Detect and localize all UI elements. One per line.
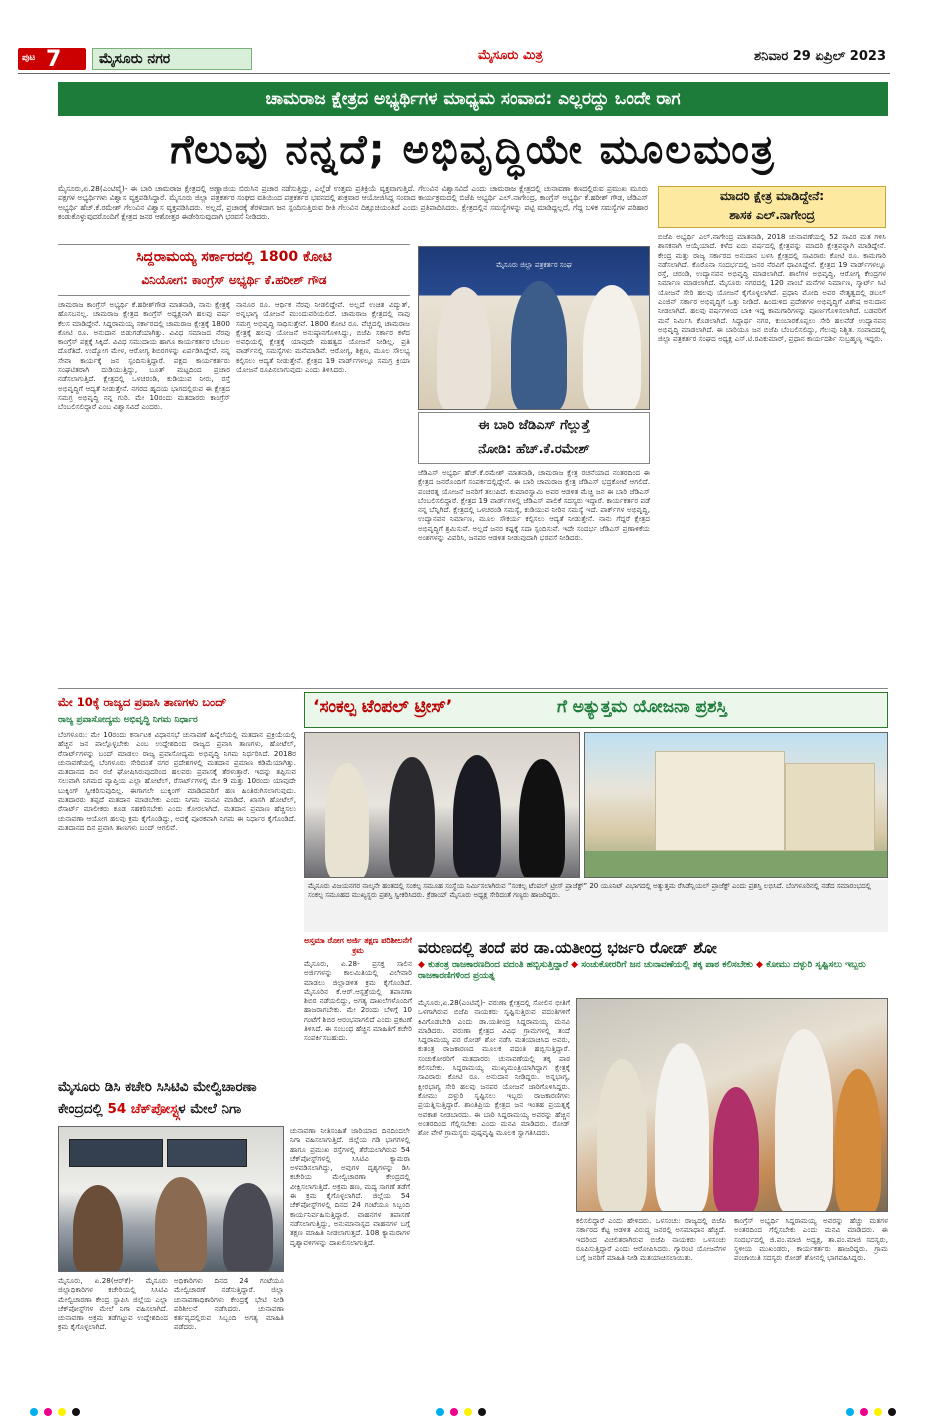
registration-dots-center — [436, 1408, 486, 1418]
roadshow-body: ಮೈಸೂರು,ಏ.28(ಎಂಟಿವೈ)- ವರುಣಾ ಕ್ಷೇತ್ರದಲ್ಲಿ ಸೋಲಿನ ಭೀತಿಗೆ ಒಳಗಾಗಿರುವ ಬಿಜೆಪಿ ನಾಯಕರು ಸೃಷ್ಟಿಸುತ್ತಿರುವ ವದಂತಿಗಳಿಗೆ ಕಿವಿಗೊಡಬೇಡಿ ಎಂದು ಡಾ.ಯತೀಂದ್ರ ಸಿದ್ದರಾಮಯ್ಯ ಮನವಿ ಮಾಡಿದರು. ವರುಣಾ ಕ್ಷೇತ್ರದ ವಿವಿಧ ಗ್ರಾಮಗಳಲ್ಲಿ ತಂದೆ ಸಿದ್ದರಾಮಯ್ಯ ಪರ ರೋಡ್ ಶೋ ನಡೆಸಿ ಮತಯಾಚಿಸಿದ ಅವರು, ಕುತಂತ್ರ ರಾಜಕಾರಣದ ಮೂಲಕ ವದಂತಿ ಹಬ್ಬಿಸುತ್ತಿದ್ದಾರೆ. ಸಂಚುಕೋರರಿಗೆ ಮತದಾರರು ಚುನಾವಣೆಯಲ್ಲಿ ತಕ್ಕ ಪಾಠ ಕಲಿಸಬೇಕು. ಸಿದ್ದರಾಮಯ್ಯ ಮುಖ್ಯಮಂತ್ರಿಯಾಗಿದ್ದಾಗ ಕ್ಷೇತ್ರಕ್ಕೆ ಸಾವಿರಾರು ಕೋಟಿ ರೂ. ಅನುದಾನ ನೀಡಿದ್ದರು. ಅನ್ನಭಾಗ್ಯ, ಕ್ಷೀರಭಾಗ್ಯ ಸೇರಿ ಹಲವು ಜನಪರ ಯೋಜನೆ ಜಾರಿಗೊಳಿಸಿದ್ದರು. ಕೋಮು ದಳ್ಳುರಿ ಸೃಷ್ಟಿಸಲು ಇಬ್ಬರು ರಾಜಕಾರಣಿಗಳು ಪ್ರಯತ್ನಿಸುತ್ತಿದ್ದಾರೆ. ಶಾಂತಿಪ್ರಿಯ ಕ್ಷೇತ್ರದ ಜನ ಇಂತಹ ಪ್ರಯತ್ನಕ್ಕೆ ಅವಕಾಶ ನೀಡಬಾರದು. ಈ ಬಾರಿ ಸಿದ್ದರಾಮಯ್ಯ ಅವರನ್ನು ಹೆಚ್ಚಿನ ಅಂತರದಿಂದ ಗೆಲ್ಲಿಸಬೇಕು ಎಂದು ಮನವಿ ಮಾಡಿದರು. ರೋಡ್ ಶೋ ವೇಳೆ ಗ್ರಾಮಸ್ಥರು ಪುಷ್ಪವೃಷ್ಟಿ ಮೂಲಕ ಸ್ವಾಗತಿಸಿದರು. — [418, 998, 570, 1138]
roadshow-bullets — [418, 960, 888, 994]
section-name: ಮೈಸೂರು ನಗರ — [92, 48, 252, 70]
magenta-dot — [860, 1408, 868, 1416]
photo-banner-text: ಮೈಸೂರು ಜಿಲ್ಲಾ ಪತ್ರಕರ್ತರ ಸಂಘ — [496, 261, 572, 269]
cyan-dot — [436, 1408, 444, 1416]
cctv-body-mid: ಅಧಿಕಾರಿಗಳು ದಿನದ 24 ಗಂಟೆಯೂ ಮೇಲ್ವಿಚಾರಣೆ ನಡೆಸುತ್ತಿದ್ದಾರೆ. ಜಿಲ್ಲಾ ಚುನಾವಣಾಧಿಕಾರಿಗಳು ಕೇಂದ್ರಕ್ಕೆ ಭೇಟಿ ನೀಡಿ ಪರಿಶೀಲನೆ ನಡೆಸಿದರು. ಚುನಾವಣಾ ಕರ್ತವ್ಯದಲ್ಲಿರುವ ಸಿಬ್ಬಂದಿ ಅಗತ್ಯ ಮಾಹಿತಿ ಪಡೆದರು. — [174, 1276, 284, 1332]
jds-body: ಜೆಡಿಎಸ್ ಅಭ್ಯರ್ಥಿ ಹೆಚ್.ಕೆ.ರಮೇಶ್ ಮಾತನಾಡಿ, ಚಾಮರಾಜ ಕ್ಷೇತ್ರ ರಚನೆಯಾದ ನಂತರದಿಂದ ಈ ಕ್ಷೇತ್ರದ ಜನರೊಂದಿಗೆ ಸಂಪರ್ಕದಲ್ಲಿದ್ದೇನೆ. ಈ ಬಾರಿ ಚಾಮರಾಜ ಕ್ಷೇತ್ರ ಜೆಡಿಎಸ್ ಭದ್ರಕೋಟೆ ಆಗಲಿದೆ. ಪಂಚರತ್ನ ಯೋಜನೆ ಜನರಿಗೆ ತಲುಪಿದೆ. ಕುಮಾರಸ್ವಾಮಿ ಅವರ ಆಡಳಿತ ಮೆಚ್ಚಿ ಜನ ಈ ಬಾರಿ ಜೆಡಿಎಸ್ ಬೆಂಬಲಿಸಲಿದ್ದಾರೆ. ಕ್ಷೇತ್ರದ 19 ವಾರ್ಡ್‌ಗಳಲ್ಲಿ ಜೆಡಿಎಸ್ ಪಾಲಿಕೆ ಸದಸ್ಯರು ಇದ್ದಾರೆ. ಕಾರ್ಯಕರ್ತರ ಪಡೆ ನನ್ನ ಬೆನ್ನಿಗಿದೆ. ಕ್ಷೇತ್ರದಲ್ಲಿ ಒಳಚರಂಡಿ ಸಮಸ್ಯೆ, ಕುಡಿಯುವ ನೀರಿನ ಸಮಸ್ಯೆ ಇದೆ. ಪಾರ್ಕ್‌ಗಳ ಅಭಿವೃದ್ಧಿ, ಉದ್ಯಾನವನ ನಿರ್ಮಾಣ, ಮೂಲ ಸೌಕರ್ಯ ಕಲ್ಪಿಸಲು ಆದ್ಯತೆ ನೀಡುತ್ತೇನೆ. ನಾನು ಗೆದ್ದರೆ ಕ್ಷೇತ್ರದ ಅಭಿವೃದ್ಧಿಗೆ ಶ್ರಮಿಸುವೆ. ಅಲ್ಲದೆ ಜನರ ಕಷ್ಟಕ್ಕೆ ಸದಾ ಸ್ಪಂದಿಸುವೆ. ಇದೇ ಸಂದರ್ಭ ಜೆಡಿಎಸ್ ಪ್ರಣಾಳಿಕೆಯ ಅಂಶಗಳನ್ನು ವಿವರಿಸಿ, ಜನಪರ ಆಡಳಿತ ನೀಡುವುದಾಗಿ ಭರವಸೆ ನೀಡಿದರು. — [418, 468, 650, 543]
lead-headline: ಗೆಲುವು ನನ್ನದೆ; ಅಭಿವೃದ್ಧಿಯೇ ಮೂಲಮಂತ್ರ — [170, 127, 776, 173]
page-label: ಪುಟ — [22, 53, 36, 63]
yellow-dot — [58, 1408, 66, 1416]
page-badge — [18, 48, 86, 70]
building-wing — [785, 763, 875, 851]
page-header — [18, 46, 890, 74]
award-person-3 — [453, 755, 501, 878]
jds-headline-line1: ಈ ಬಾರಿ ಜೆಡಿಎಸ್ ಗೆಲ್ಲುತ್ತೆ — [478, 418, 590, 433]
cyan-dot — [846, 1408, 854, 1416]
grievance-headline: ಅಸ್ತಮಾ ರೋಗ ಅರ್ಜಿ ತಕ್ಷಣ ಪರಿಶೀಲನೆಗೆ ಕ್ರಮ — [304, 936, 412, 955]
cyan-dot — [30, 1408, 38, 1416]
operator-figure-1 — [73, 1185, 123, 1272]
nagendra-box-line2: ಶಾಸಕ ಎಲ್.ನಾಗೇಂದ್ರ — [729, 208, 815, 222]
roadshow-bullet-2: ಸಂಚುಕೋರರಿಗೆ ಜನ ಚುನಾವಣೆಯಲ್ಲಿ ತಕ್ಕ ಪಾಠ ಕಲಿಸಬೇಕು — [581, 960, 753, 970]
siddaramaiah-headline — [58, 244, 410, 296]
jds-headline — [418, 412, 650, 464]
bullet-icon: ◆ — [756, 960, 763, 970]
roadshow-figure-5 — [835, 1069, 881, 1212]
operator-figure-3 — [223, 1183, 273, 1272]
sankalp-headline — [304, 692, 888, 728]
roadshow-figure-4 — [775, 1029, 833, 1212]
siddaramaiah-headline-line1: ಸಿದ್ದರಾಮಯ್ಯ ಸರ್ಕಾರದಲ್ಲಿ 1800 ಕೋಟಿ — [136, 249, 332, 265]
grievance-body: ಮೈಸೂರು, ಏ.28- ಪ್ರಸಕ್ತ ಸಾಲಿನ ಅರ್ಜಿಗಳನ್ನು ಕಾಲಮಿತಿಯಲ್ಲಿ ವಿಲೇವಾರಿ ಮಾಡಲು ಜಿಲ್ಲಾಡಳಿತ ಕ್ರಮ ಕೈಗೊಂಡಿದೆ. ಮೈಸೂರಿನ ಕೆ.ಆರ್.ಆಸ್ಪತ್ರೆಯಲ್ಲಿ ತಪಾಸಣಾ ಶಿಬಿರ ನಡೆಯಲಿದ್ದು, ಅಗತ್ಯ ದಾಖಲೆಗಳೊಂದಿಗೆ ಹಾಜರಾಗಬೇಕು. ಮೇ 2ರಂದು ಬೆಳಿಗ್ಗೆ 10 ಗಂಟೆಗೆ ಶಿಬಿರ ಆರಂಭವಾಗಲಿದೆ ಎಂದು ಪ್ರಕಟಣೆ ತಿಳಿಸಿದೆ. ಈ ಸಂಬಂಧ ಹೆಚ್ಚಿನ ಮಾಹಿತಿಗೆ ಕಚೇರಿ ಸಂಪರ್ಕಿಸಬಹುದು. — [304, 959, 412, 1043]
candidate-figure-left — [437, 287, 491, 410]
cctv-body-left: ಮೈಸೂರು, ಏ.28(ಆರ್‌ಕೆ)- ಮೈಸೂರು ಜಿಲ್ಲಾಧಿಕಾರಿಗಳ ಕಚೇರಿಯಲ್ಲಿ ಸಿಸಿಟಿವಿ ಮೇಲ್ವಿಚಾರಣಾ ಕೇಂದ್ರ ಸ್ಥಾಪಿಸಿ ಜಿಲ್ಲೆಯ ಎಲ್ಲಾ ಚೆಕ್‌ಪೋಸ್ಟ್‌ಗಳ ಮೇಲೆ ನಿಗಾ ವಹಿಸಲಾಗಿದೆ. ಚುನಾವಣಾ ಅಕ್ರಮ ತಡೆಗಟ್ಟುವ ಉದ್ದೇಶದಿಂದ ಕ್ರಮ ಕೈಗೊಳ್ಳಲಾಗಿದೆ. — [58, 1276, 168, 1332]
nagendra-box — [658, 186, 886, 228]
building-lawn — [585, 851, 888, 878]
magenta-dot — [44, 1408, 52, 1416]
black-dot — [888, 1408, 896, 1416]
siddaramaiah-col2: ನಾನೂರ ರೂ. ಆರ್ಥಿಕ ನೆರವು ನೀಡಲಿದ್ದೇವೆ. ಅಲ್ಲದೆ ಉಚಿತ ವಿದ್ಯುತ್, ಅನ್ನಭಾಗ್ಯ ಯೋಜನೆ ಮುಂದುವರಿಯಲಿದೆ. ಚಾಮರಾಜ ಕ್ಷೇತ್ರದಲ್ಲಿ ನಾವು ಸಮಗ್ರ ಅಭಿವೃದ್ಧಿ ಸಾಧಿಸುತ್ತೇವೆ. 1800 ಕೋಟಿ ರೂ. ವೆಚ್ಚದಲ್ಲಿ ಚಾಮರಾಜ ಕ್ಷೇತ್ರಕ್ಕೆ ಹಲವು ಯೋಜನೆ ಅನುಷ್ಠಾನಗೊಳಿಸಿದ್ದು, ಬಿಜೆಪಿ ಸರ್ಕಾರ ಕಳೆದ ಅವಧಿಯಲ್ಲಿ ಕ್ಷೇತ್ರಕ್ಕೆ ಯಾವುದೇ ಮಹತ್ವದ ಯೋಜನೆ ನೀಡಿಲ್ಲ. ಪ್ರತಿ ವಾರ್ಡ್‌ನಲ್ಲಿ ಸಮಸ್ಯೆಗಳು ಮನೆಮಾಡಿವೆ. ಆರೋಗ್ಯ, ಶಿಕ್ಷಣ, ಮೂಲ ಸೌಲಭ್ಯ ಕಲ್ಪಿಸಲು ಆದ್ಯತೆ ನೀಡುತ್ತೇನೆ. ಕ್ಷೇತ್ರದ 19 ವಾರ್ಡ್‌ಗಳಲ್ಲೂ ಸಮಗ್ರ ಕ್ರಿಯಾ ಯೋಜನೆ ರೂಪಿಸಲಾಗುವುದು ಎಂದು ತಿಳಿಸಿದರು. — [236, 300, 410, 375]
roadshow-bullet-3: ಕೋಮು ದಳ್ಳುರಿ ಸೃಷ್ಟಿಸಲು ಇಬ್ಬರು ರಾಜಕಾರಣಿಗಳಿಂದ ಪ್ರಯತ್ನ — [418, 960, 866, 981]
award-person-4 — [519, 759, 565, 878]
candidate-figure-center — [511, 281, 567, 410]
roadshow-photo — [576, 998, 888, 1212]
sankalp-headline-part2: ಗೆ ಅತ್ಯುತ್ತಮ ಯೋಜನಾ ಪ್ರಶಸ್ತಿ — [557, 697, 727, 717]
registration-dots-left — [30, 1408, 80, 1418]
sankalp-headline-part1: ‘ಸಂಕಲ್ಪ ಟೆಂಪಲ್ ಟ್ರೀಸ್’ — [313, 697, 453, 717]
bullet-icon: ◆ — [418, 960, 425, 970]
monitor-screen-1 — [69, 1139, 163, 1167]
roadshow-bullet-1: ಕುತಂತ್ರ ರಾಜಕಾರಣದಿಂದ ವದಂತಿ ಹಬ್ಬಿಸುತ್ತಿದ್ದಾರೆ — [428, 960, 569, 970]
bullet-icon: ◆ — [571, 960, 579, 970]
cctv-headline-highlight: 54 ಚೆಕ್‌ಪೋಸ್ಟ್ — [107, 1101, 179, 1117]
paper-name: ಮೈಸೂರು ಮಿತ್ರ — [478, 48, 543, 63]
roadshow-figure-2 — [655, 1043, 709, 1212]
nagendra-body: ಬಿಜೆಪಿ ಅಭ್ಯರ್ಥಿ ಎಲ್.ನಾಗೇಂದ್ರ ಮಾತನಾಡಿ, 2018 ಚುನಾವಣೆಯಲ್ಲಿ 52 ಸಾವಿರ ಮತ ಗಳಿಸಿ ಶಾಸಕನಾಗಿ ಆಯ್ಕೆಯಾದೆ. ಕಳೆದ ಐದು ವರ್ಷದಲ್ಲಿ ಕ್ಷೇತ್ರವನ್ನು ಮಾದರಿ ಕ್ಷೇತ್ರವನ್ನಾಗಿ ಮಾಡಿದ್ದೇನೆ. ಕೇಂದ್ರ ಮತ್ತು ರಾಜ್ಯ ಸರ್ಕಾರದ ಅನುದಾನ ಬಳಸಿ ಕ್ಷೇತ್ರದಲ್ಲಿ ಸಾವಿರಾರು ಕೋಟಿ ರೂ. ಕಾಮಗಾರಿ ನಡೆಸಲಾಗಿದೆ. ಕೊರೊನಾ ಸಂದರ್ಭದಲ್ಲಿ ಜನರ ನೆರವಿಗೆ ಧಾವಿಸಿದ್ದೇನೆ. ಕ್ಷೇತ್ರದ 19 ವಾರ್ಡ್‌ಗಳಲ್ಲೂ ರಸ್ತೆ, ಚರಂಡಿ, ಉದ್ಯಾನವನ ಅಭಿವೃದ್ಧಿ ಮಾಡಲಾಗಿದೆ. ಶಾಲೆಗಳ ಅಭಿವೃದ್ಧಿ, ಆರೋಗ್ಯ ಕೇಂದ್ರಗಳ ನಿರ್ಮಾಣ ಮಾಡಲಾಗಿದೆ. ಮೈಸೂರು ನಗರದಲ್ಲಿ 120 ವಾಂಬೆ ಮನೆಗಳ ನಿರ್ಮಾಣ, ಸ್ಮಾರ್ಟ್ ಸಿಟಿ ಯೋಜನೆ ಸೇರಿ ಹಲವು ಯೋಜನೆ ಕೈಗೊಳ್ಳಲಾಗಿದೆ. ಪ್ರಧಾನಿ ಮೋದಿ ಅವರ ನೇತೃತ್ವದಲ್ಲಿ ಡಬಲ್ ಎಂಜಿನ್ ಸರ್ಕಾರ ಅಭಿವೃದ್ಧಿಗೆ ಒತ್ತು ನೀಡಿದೆ. ಹಿಂದುಳಿದ ಪ್ರದೇಶಗಳ ಅಭಿವೃದ್ಧಿಗೆ ವಿಶೇಷ ಅನುದಾನ ನೀಡಲಾಗಿದೆ. ಹಲವು ವರ್ಷಗಳಿಂದ ಬಾಕಿ ಇದ್ದ ಕಾಮಗಾರಿಗಳನ್ನು ಪೂರ್ಣಗೊಳಿಸಲಾಗಿದೆ. ಬಡವರಿಗೆ ಮನೆ ನಿರ್ಮಿಸಿ ಕೊಡಲಾಗಿದೆ. ಸಿದ್ದಾರ್ಥ ನಗರ, ಕುಂಬಾರಕೊಪ್ಪಲು ಸೇರಿ ಹಲವೆಡೆ ಉದ್ಯಾನವನ ಅಭಿವೃದ್ಧಿ ಮಾಡಲಾಗಿದೆ. ಈ ಬಾರಿಯೂ ಜನ ಬಿಜೆಪಿ ಬೆಂಬಲಿಸಲಿದ್ದು, ಗೆಲುವು ನಿಶ್ಚಿತ. ಸಂವಾದದಲ್ಲಿ ಜಿಲ್ಲಾ ಪತ್ರಕರ್ತರ ಸಂಘದ ಅಧ್ಯಕ್ಷ ಎಸ್.ಟಿ.ರವಿಕುಮಾರ್, ಪ್ರಧಾನ ಕಾರ್ಯದರ್ಶಿ ಸುಬ್ರಹ್ಮಣ್ಯ ಇದ್ದರು. — [658, 232, 886, 344]
building-photo — [584, 732, 888, 878]
registration-dots-right — [846, 1408, 896, 1418]
building-tower — [655, 751, 785, 851]
black-dot — [72, 1408, 80, 1416]
roadshow-col-mid: ಕಲಿಸಲಿದ್ದಾರೆ ಎಂದು ಹೇಳಿದರು. ಒಳಸಂಚು: ರಾಜ್ಯದಲ್ಲಿ ಬಿಜೆಪಿ ಸರ್ಕಾರದ ಕೆಟ್ಟ ಆಡಳಿತ ವಿರುದ್ಧ ಜನರಲ್ಲಿ ಅಸಮಾಧಾನ ಹೆಚ್ಚಿದೆ. ಇದರಿಂದ ವಿಚಲಿತರಾಗಿರುವ ಬಿಜೆಪಿ ನಾಯಕರು ಒಳಸಂಚು ರೂಪಿಸುತ್ತಿದ್ದಾರೆ ಎಂದು ಆರೋಪಿಸಿದರು. ಗ್ಯಾರಂಟಿ ಯೋಜನೆಗಳ ಬಗ್ಗೆ ಜನರಿಗೆ ಮಾಹಿತಿ ನೀಡಿ ಮತಯಾಚಿಸಲಾಯಿತು. — [576, 1216, 726, 1263]
page-number: 7 — [46, 47, 62, 72]
cctv-headline — [58, 1076, 410, 1122]
roadshow-headline: ವರುಣದಲ್ಲಿ ತಂದೆ ಪರ ಡಾ.ಯತೀಂದ್ರ ಭರ್ಜರಿ ರೋಡ್ ಶೋ — [418, 939, 717, 957]
roadshow-figure-1 — [597, 1059, 647, 1212]
grievance-story — [304, 936, 412, 1072]
roadshow-col-right: ಕಾಂಗ್ರೆಸ್ ಅಭ್ಯರ್ಥಿ ಸಿದ್ದರಾಮಯ್ಯ ಅವರನ್ನು ಹೆಚ್ಚು ಮತಗಳ ಅಂತರದಿಂದ ಗೆಲ್ಲಿಸಬೇಕು ಎಂದು ಮನವಿ ಮಾಡಿದರು. ಈ ಸಂದರ್ಭದಲ್ಲಿ ಜಿ.ಪಂ.ಮಾಜಿ ಅಧ್ಯಕ್ಷ, ತಾ.ಪಂ.ಮಾಜಿ ಸದಸ್ಯರು, ಸ್ಥಳೀಯ ಮುಖಂಡರು, ಕಾರ್ಯಕರ್ತರು ಹಾಜರಿದ್ದರು. ಗ್ರಾಮ ಪಂಚಾಯಿತಿ ಸದಸ್ಯರು ರೋಡ್ ಶೋನಲ್ಲಿ ಭಾಗವಹಿಸಿದ್ದರು. — [734, 1216, 888, 1263]
monitor-screen-2 — [167, 1139, 247, 1167]
siddaramaiah-headline-line2: ವಿನಿಯೋಗ: ಕಾಂಗ್ರೆಸ್ ಅಭ್ಯರ್ಥಿ ಕೆ.ಹರೀಶ್ ಗೌಡ — [141, 273, 327, 287]
tourism-headline: ಮೇ 10ಕ್ಕೆ ರಾಜ್ಯದ ಪ್ರವಾಸಿ ತಾಣಗಳು ಬಂದ್ — [58, 695, 227, 709]
magenta-dot — [450, 1408, 458, 1416]
candidates-photo — [418, 246, 650, 410]
sankalp-caption: ಮೈಸೂರು ವಿಜಯನಗರ ನಾಲ್ಕನೇ ಹಂತದಲ್ಲಿ ಸಂಕಲ್ಪ ಸಮೂಹ ಸಂಸ್ಥೆಯ ನಿರ್ಮಿಸಲಾಗಿರುವ “ಸಂಕಲ್ಪ ಟೆಂಪಲ್ ಟ್ರೀಸ್ ಪ್ರಾಜೆಕ್ಟ್” 20 ಯೂನಿಟ್ ವಿಭಾಗದಲ್ಲಿ ಅತ್ಯುತ್ತಮ ರೆಸಿಡೆನ್ಷಿಯಲ್ ಪ್ರಾಜೆಕ್ಟ್ ಎಂದು ಪ್ರಶಸ್ತಿ ಲಭಿಸಿದೆ. ಬೆಂಗಳೂರಿನಲ್ಲಿ ನಡೆದ ಸಮಾರಂಭದಲ್ಲಿ ಸಂಕಲ್ಪ ಸಮೂಹದ ಮುಖ್ಯಸ್ಥರು ಪ್ರಶಸ್ತಿ ಸ್ವೀಕರಿಸಿದರು. ಕ್ರೆಡಾಯ್ ಮೈಸೂರು ಅಧ್ಯಕ್ಷ ಸೇರಿದಂತೆ ಗಣ್ಯರು ಹಾಜರಿದ್ದರು. — [304, 880, 888, 932]
cctv-photo — [58, 1126, 284, 1272]
nagendra-box-line1: ಮಾದರಿ ಕ್ಷೇತ್ರ ಮಾಡಿದ್ದೇನೆ: — [719, 189, 825, 203]
award-photo — [304, 732, 580, 878]
lead-kicker: ಚಾಮರಾಜ ಕ್ಷೇತ್ರದ ಅಭ್ಯರ್ಥಿಗಳ ಮಾಧ್ಯಮ ಸಂವಾದ: ಎಲ್ಲರದ್ದು ಒಂದೇ ರಾಗ — [58, 82, 888, 116]
yellow-dot — [464, 1408, 472, 1416]
cctv-headline-suffix: ಗಳ ಮೇಲೆ ನಿಗಾ — [178, 1101, 242, 1117]
operator-figure-2 — [155, 1177, 207, 1272]
jds-headline-line2: ನೋಡಿ: ಹೆಚ್.ಕೆ.ರಮೇಶ್ — [478, 442, 590, 457]
tourism-body: ಬೆಂಗಳೂರು: ಮೇ 10ರಂದು ಕರ್ನಾಟಕ ವಿಧಾನಸಭೆ ಚುನಾವಣೆ ಹಿನ್ನೆಲೆಯಲ್ಲಿ ಮತದಾನ ಪ್ರಕ್ರಿಯೆಯಲ್ಲಿ ಹೆಚ್ಚಿನ ಜನ ಪಾಲ್ಗೊಳ್ಳಬೇಕು ಎಂಬ ಉದ್ದೇಶದಿಂದ ರಾಜ್ಯದ ಪ್ರವಾಸಿ ತಾಣಗಳು, ಹೋಟೆಲ್, ರೆಸಾರ್ಟ್‌ಗಳನ್ನು ಬಂದ್ ಮಾಡಲು ರಾಜ್ಯ ಪ್ರವಾಸೋದ್ಯಮ ಅಭಿವೃದ್ಧಿ ನಿಗಮ ನಿರ್ಧರಿಸಿದೆ. 2018ರ ಚುನಾವಣೆಯಲ್ಲಿ ಬೆಂಗಳೂರು ಸೇರಿದಂತೆ ನಗರ ಪ್ರದೇಶಗಳಲ್ಲಿ ಮತದಾನ ಪ್ರಮಾಣ ಕಡಿಮೆಯಾಗಿತ್ತು. ಮತದಾನದ ದಿನ ರಜೆ ಘೋಷಿಸಿರುವುದರಿಂದ ಹಲವರು ಪ್ರವಾಸಕ್ಕೆ ತೆರಳುತ್ತಾರೆ. ಇದನ್ನು ತಪ್ಪಿಸುವ ಸಲುವಾಗಿ ನಿಗಮದ ವ್ಯಾಪ್ತಿಯ ಎಲ್ಲಾ ಹೋಟೆಲ್, ರೆಸಾರ್ಟ್‌ಗಳಲ್ಲಿ ಮೇ 9 ಮತ್ತು 10ರಂದು ಯಾವುದೇ ಬುಕ್ಕಿಂಗ್ ಸ್ವೀಕರಿಸುವುದಿಲ್ಲ. ಈಗಾಗಲೇ ಬುಕ್ಕಿಂಗ್ ಮಾಡಿದವರಿಗೆ ಹಣ ಹಿಂತಿರುಗಿಸಲಾಗುವುದು. ಮತದಾರರು ತಪ್ಪದೆ ಮತದಾನ ಮಾಡಬೇಕು ಎಂದು ನಿಗಮ ಮನವಿ ಮಾಡಿದೆ. ಖಾಸಗಿ ಹೋಟೆಲ್, ರೆಸಾರ್ಟ್ ಮಾಲೀಕರು ಕೂಡ ಸಹಕರಿಸಬೇಕು ಎಂದು ಕೋರಲಾಗಿದೆ. ಮತದಾನ ಪ್ರಮಾಣ ಹೆಚ್ಚಿಸಲು ಚುನಾವಣಾ ಆಯೋಗ ಹಲವು ಕ್ರಮ ಕೈಗೊಂಡಿದ್ದು, ಅದಕ್ಕೆ ಪೂರಕವಾಗಿ ನಿಗಮ ಈ ನಿರ್ಧಾರ ಕೈಗೊಂಡಿದೆ. ಮತದಾನದ ದಿನ ಪ್ರವಾಸಿ ತಾಣಗಳು ಬಂದ್ ಆಗಲಿವೆ. — [58, 730, 296, 832]
cctv-body-right: ಚುನಾವಣಾ ನೀತಿಸಂಹಿತೆ ಜಾರಿಯಾದ ದಿನದಿಂದಲೇ ನಿಗಾ ವಹಿಸಲಾಗುತ್ತಿದೆ. ಜಿಲ್ಲೆಯ ಗಡಿ ಭಾಗಗಳಲ್ಲಿ ಹಾಗೂ ಪ್ರಮುಖ ರಸ್ತೆಗಳಲ್ಲಿ ತೆರೆಯಲಾಗಿರುವ 54 ಚೆಕ್‌ಪೋಸ್ಟ್‌ಗಳಲ್ಲಿ ಸಿಸಿಟಿವಿ ಕ್ಯಾಮರಾ ಅಳವಡಿಸಲಾಗಿದ್ದು, ಅವುಗಳ ದೃಶ್ಯಗಳನ್ನು ಡಿಸಿ ಕಚೇರಿಯ ಮೇಲ್ವಿಚಾರಣಾ ಕೇಂದ್ರದಲ್ಲಿ ವೀಕ್ಷಿಸಲಾಗುತ್ತಿದೆ. ಅಕ್ರಮ ಹಣ, ಮದ್ಯ ಸಾಗಣೆ ತಡೆಗೆ ಈ ಕ್ರಮ ಕೈಗೊಳ್ಳಲಾಗಿದೆ. ಜಿಲ್ಲೆಯ 54 ಚೆಕ್‌ಪೋಸ್ಟ್‌ಗಳಲ್ಲಿ ದಿನದ 24 ಗಂಟೆಯೂ ಸಿಬ್ಬಂದಿ ಕಾರ್ಯನಿರ್ವಹಿಸುತ್ತಿದ್ದಾರೆ. ವಾಹನಗಳ ತಪಾಸಣೆ ನಡೆಸಲಾಗುತ್ತಿದ್ದು, ಅನುಮಾನಾಸ್ಪದ ವಾಹನಗಳ ಬಗ್ಗೆ ತಕ್ಷಣ ಮಾಹಿತಿ ನೀಡಲಾಗುತ್ತದೆ. 108 ಕ್ಯಾಮರಾಗಳ ದೃಶ್ಯಾವಳಿಗಳನ್ನು ದಾಖಲಿಸಲಾಗುತ್ತಿದೆ. — [290, 1126, 410, 1247]
tourism-subhead: ರಾಜ್ಯ ಪ್ರವಾಸೋದ್ಯಮ ಅಭಿವೃದ್ಧಿ ನಿಗಮ ನಿರ್ಧಾರ — [58, 715, 198, 725]
black-dot — [478, 1408, 486, 1416]
award-person-1 — [325, 763, 369, 878]
siddaramaiah-col1: ಚಾಮರಾಜ ಕಾಂಗ್ರೆಸ್ ಅಭ್ಯರ್ಥಿ ಕೆ.ಹರೀಶ್‌ಗೌಡ ಮಾತನಾಡಿ, ನಾನು ಕ್ಷೇತ್ರಕ್ಕೆ ಹೊಸಬನಲ್ಲ. ಚಾಮರಾಜ ಕ್ಷೇತ್ರದ ಕಾಂಗ್ರೆಸ್ ಅಧ್ಯಕ್ಷನಾಗಿ ಹಲವು ವರ್ಷ ಕೆಲಸ ಮಾಡಿದ್ದೇನೆ. ಸಿದ್ದರಾಮಯ್ಯ ಸರ್ಕಾರದಲ್ಲಿ ಚಾಮರಾಜ ಕ್ಷೇತ್ರಕ್ಕೆ 1800 ಕೋಟಿ ರೂ. ಅನುದಾನ ಬಿಡುಗಡೆಯಾಗಿತ್ತು. ವಿವಿಧ ಸಮಾಜದ ನೆರವು ಕಾಂಗ್ರೆಸ್ ಪಕ್ಷಕ್ಕೆ ಸಿಕ್ಕಿದೆ. ವಿವಿಧ ಸಮುದಾಯ ಹಾಗೂ ಕಾರ್ಯಕರ್ತರ ಬೆಂಬಲ ದೊರೆತಿದೆ. ಉದ್ಯೋಗ ಮೇಳ, ಆರೋಗ್ಯ ಶಿಬಿರಗಳನ್ನು ಏರ್ಪಡಿಸಿದ್ದೇವೆ. ನನ್ನ ಸೇವಾ ಕಾರ್ಯಕ್ಕೆ ಜನ ಸ್ಪಂದಿಸುತ್ತಿದ್ದಾರೆ. ಪಕ್ಷದ ಕಾರ್ಯಕರ್ತರು ಸಂಘಟಿತರಾಗಿ ದುಡಿಯುತ್ತಿದ್ದು, ಬೂತ್ ಮಟ್ಟದಿಂದ ಪ್ರಚಾರ ನಡೆಸಲಾಗುತ್ತಿದೆ. ಕ್ಷೇತ್ರದಲ್ಲಿ ಒಳಚರಂಡಿ, ಕುಡಿಯುವ ನೀರು, ರಸ್ತೆ ಅಭಿವೃದ್ಧಿಗೆ ಆದ್ಯತೆ ನೀಡುತ್ತೇನೆ. ನಗರದ ಹೃದಯ ಭಾಗದಲ್ಲಿರುವ ಈ ಕ್ಷೇತ್ರದ ಸಮಗ್ರ ಅಭಿವೃದ್ಧಿ ನನ್ನ ಗುರಿ. ಮೇ 10ರಂದು ಮತದಾರರು ಕಾಂಗ್ರೆಸ್ ಬೆಂಬಲಿಸಲಿದ್ದಾರೆ ಎಂಬ ವಿಶ್ವಾಸವಿದೆ ಎಂದರು. — [58, 300, 230, 412]
lead-intro: ಮೈಸೂರು,ಏ.28(ಎಂಟಿವೈ)- ಈ ಬಾರಿ ಚಾಮರಾಜ ಕ್ಷೇತ್ರದಲ್ಲಿ ಅಣ್ಣಾಜಿಯ ಬಿರುಸಿನ ಪ್ರಚಾರ ನಡೆಸುತ್ತಿದ್ದು, ಎಲ್ಲೆಡೆ ಉತ್ತಮ ಪ್ರತಿಕ್ರಿಯೆ ವ್ಯಕ್ತವಾಗುತ್ತಿದೆ. ಗೆಲುವಿನ ವಿಶ್ವಾಸವಿದೆ ಎಂದು ಚಾಮರಾಜ ಕ್ಷೇತ್ರದಲ್ಲಿ ಚುನಾವಣಾ ಕಣದಲ್ಲಿರುವ ಪ್ರಮುಖ ಮೂರು ಪಕ್ಷಗಳ ಅಭ್ಯರ್ಥಿಗಳು ವಿಶ್ವಾಸ ವ್ಯಕ್ತಪಡಿಸಿದ್ದಾರೆ. ಮೈಸೂರು ಜಿಲ್ಲಾ ಪತ್ರಕರ್ತರ ಸಂಘದ ವತಿಯಿಂದ ಪತ್ರಕರ್ತರ ಭವನದಲ್ಲಿ ಶುಕ್ರವಾರ ಆಯೋಜಿಸಿದ್ದ ಸಂವಾದ ಕಾರ್ಯಕ್ರಮದಲ್ಲಿ ಬಿಜೆಪಿ ಅಭ್ಯರ್ಥಿ ಎಲ್.ನಾಗೇಂದ್ರ, ಕಾಂಗ್ರೆಸ್ ಅಭ್ಯರ್ಥಿ ಕೆ.ಹರೀಶ್ ಗೌಡ, ಜೆಡಿಎಸ್ ಅಭ್ಯರ್ಥಿ ಹೆಚ್.ಕೆ.ರಮೇಶ್ ಗೆಲುವಿನ ವಿಶ್ವಾಸ ವ್ಯಕ್ತಪಡಿಸಿದರು. ಅಲ್ಲದೆ, ಪ್ರಚಾರಕ್ಕೆ ತೆರಳಿದಾಗ ಜನ ಸ್ಪಂದಿಸುತ್ತಿರುವ ರೀತಿ ಗೆಲುವಿನ ದಿಕ್ಸೂಚಿಯಂತಿದೆ ಎಂದು ಪ್ರತಿಪಾದಿಸಿದರು. ಕ್ಷೇತ್ರದಲ್ಲಿನ ಸಮಸ್ಯೆಗಳನ್ನು ಪಟ್ಟಿ ಮಾಡಿದ್ದಲ್ಲದೆ, ಗೆದ್ದ ಬಳಿಕ ಸಮಸ್ಯೆಗಳ ಪರಿಹಾರ ಕಂಡುಕೊಳ್ಳುವುದರೊಂದಿಗೆ ಕ್ಷೇತ್ರದ ಜನರ ಆಶೋತ್ತರ ಈಡೇರಿಸುವುದಾಗಿ ಭರವಸೆ ನೀಡಿದರು. — [58, 184, 648, 221]
cctv-headline-prefix: ಕೇಂದ್ರದಲ್ಲಿ — [58, 1101, 103, 1117]
roadshow-figure-3 — [713, 1087, 759, 1212]
award-person-2 — [389, 757, 435, 878]
cctv-headline-line1: ಮೈಸೂರು ಡಿಸಿ ಕಚೇರಿ ಸಿಸಿಟಿವಿ ಮೇಲ್ವಿಚಾರಣಾ — [58, 1079, 257, 1095]
candidate-figure-right — [583, 285, 641, 410]
issue-date: ಶನಿವಾರ 29 ಏಪ್ರಿಲ್ 2023 — [754, 49, 886, 64]
yellow-dot — [874, 1408, 882, 1416]
divider — [58, 688, 888, 689]
